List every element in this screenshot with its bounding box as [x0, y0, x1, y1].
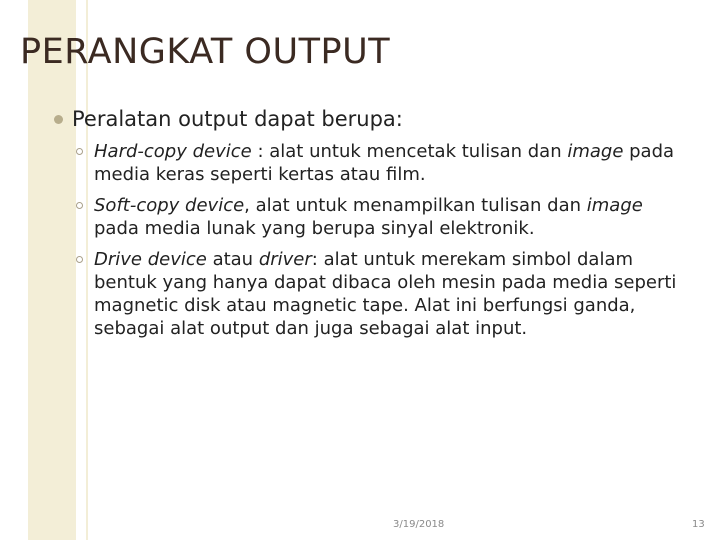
term-drive-device: Drive device [94, 249, 207, 270]
bullet-dot-icon [54, 115, 63, 124]
sub-text: atau [206, 249, 259, 270]
page-number: 13 [692, 519, 705, 530]
main-bullet [52, 104, 692, 134]
bullet-ring-icon [76, 256, 83, 263]
sub-bullet-item [52, 140, 692, 186]
term-image: image [586, 195, 643, 216]
slide-content [52, 104, 692, 348]
main-bullet-text: Peralatan output dapat berupa: [72, 107, 403, 131]
bullet-ring-icon [76, 148, 83, 155]
slide-title: PERANGKAT OUTPUT [20, 32, 391, 72]
sub-text: : alat untuk mencetak tulisan dan [251, 141, 568, 162]
sub-bullet-item [52, 248, 692, 340]
term-driver: driver [258, 249, 312, 270]
footer-date: 3/19/2018 [393, 519, 445, 530]
sub-text: pada media lunak yang berupa sinyal elektronik. [94, 218, 535, 239]
sub-text: pada media keras seperti kertas atau film. [94, 141, 675, 185]
term-soft-copy: Soft-copy device [94, 195, 245, 216]
bullet-ring-icon [76, 202, 83, 209]
sub-text: , alat untuk menampilkan tulisan dan [244, 195, 587, 216]
sub-bullet-list [52, 140, 692, 340]
sub-bullet-item [52, 194, 692, 240]
sub-text: : alat untuk merekam simbol dalam bentuk yang hanya dapat dibaca oleh mesin pada media seperti magnetic disk atau magnetic tape. Alat ini berfungsi ganda, sebagai alat output dan juga sebagai alat input. [94, 249, 677, 339]
term-hard-copy: Hard-copy device [94, 141, 252, 162]
term-image: image [567, 141, 624, 162]
